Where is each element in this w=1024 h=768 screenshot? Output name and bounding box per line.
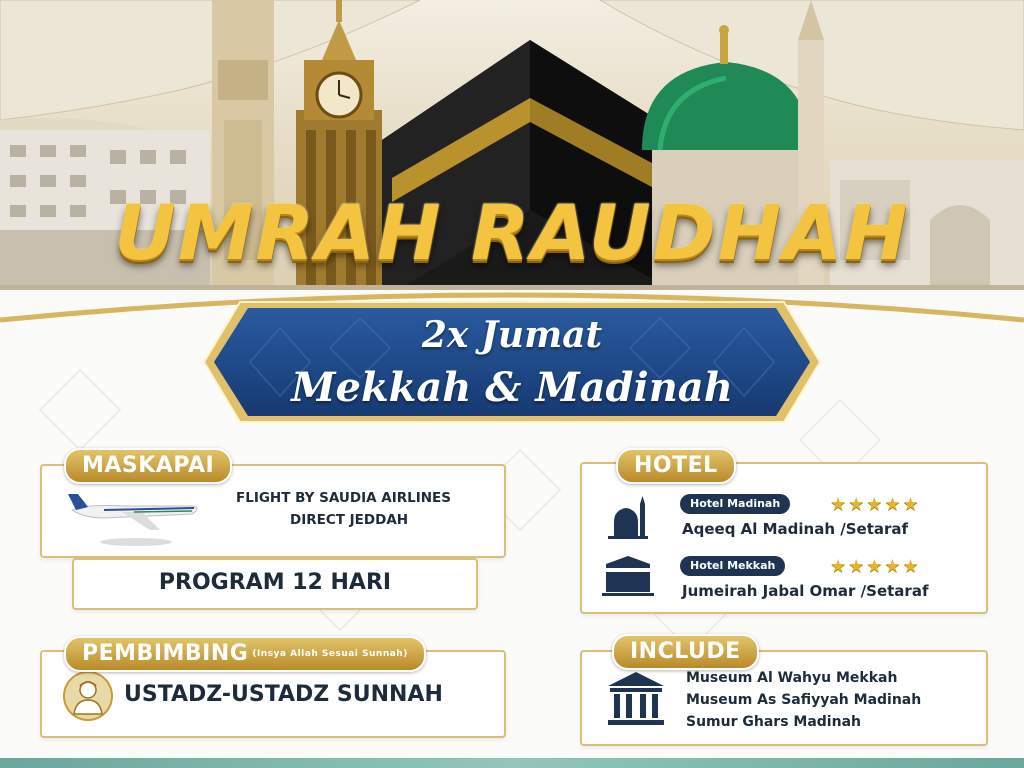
- flight-line-2: DIRECT JEDDAH: [290, 512, 409, 528]
- kaaba-icon: [602, 554, 654, 598]
- banner-line-2: Mekkah & Madinah: [291, 364, 733, 411]
- hotel-madinah-stars: ★★★★★: [830, 494, 921, 515]
- hotel-box: [580, 462, 988, 614]
- ustadz-avatar-icon: [62, 670, 114, 722]
- airplane-icon: [64, 480, 204, 550]
- hotel-mekkah-label: Hotel Mekkah: [680, 556, 785, 576]
- bottom-bar: [0, 758, 1024, 768]
- museum-icon: [606, 670, 666, 728]
- flight-line-1: FLIGHT BY SAUDIA AIRLINES: [236, 490, 451, 506]
- hero-banner: [0, 0, 1024, 330]
- pembimbing-tag-label: PEMBIMBING: [82, 641, 249, 666]
- pembimbing-tag: [64, 636, 426, 672]
- include-tag: INCLUDE: [612, 634, 759, 670]
- mosque-icon: [606, 496, 650, 540]
- hotel-madinah-name: Aqeeq Al Madinah /Setaraf: [682, 520, 909, 538]
- hotel-tag: HOTEL: [616, 448, 736, 484]
- hero-illustration: [0, 0, 1024, 330]
- hotel-mekkah-stars: ★★★★★: [830, 556, 921, 577]
- pembimbing-text: USTADZ-USTADZ SUNNAH: [124, 682, 443, 707]
- include-item-2: Museum As Safiyyah Madinah: [686, 692, 922, 708]
- program-text: PROGRAM 12 HARI: [158, 570, 392, 595]
- maskapai-tag: MASKAPAI: [64, 448, 232, 484]
- banner-line-1: 2x Jumat: [421, 314, 603, 356]
- include-item-3: Sumur Ghars Madinah: [686, 714, 861, 730]
- include-item-1: Museum Al Wahyu Mekkah: [686, 670, 898, 686]
- hotel-mekkah-name: Jumeirah Jabal Omar /Setaraf: [682, 582, 929, 600]
- main-title: UMRAH RAUDHAH: [114, 188, 910, 277]
- program-box: [72, 558, 478, 610]
- hotel-madinah-label: Hotel Madinah: [680, 494, 790, 514]
- pembimbing-tag-note: (Insya Allah Sesuai Sunnah): [252, 649, 408, 659]
